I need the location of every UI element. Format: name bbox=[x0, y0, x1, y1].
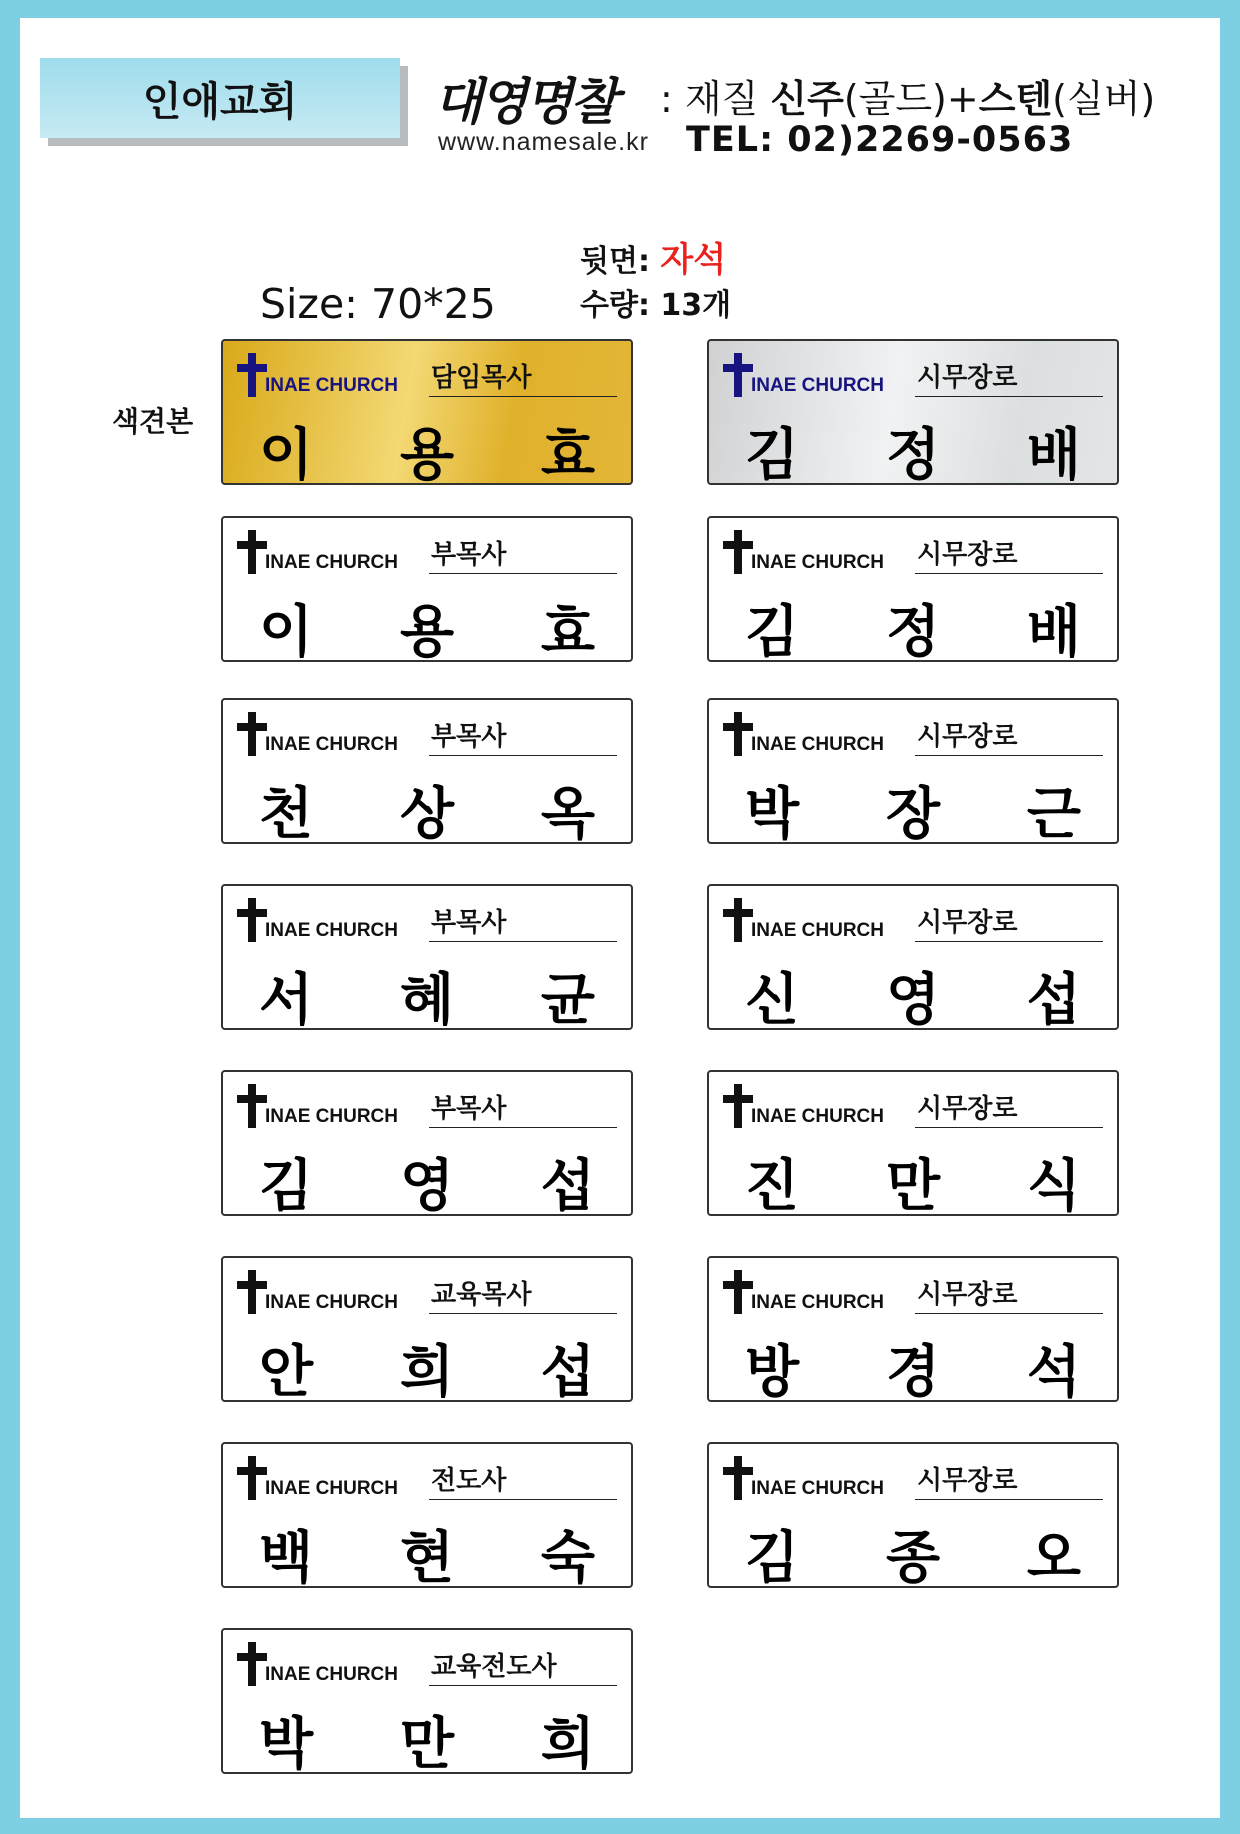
plate-name-char: 섭 bbox=[1026, 968, 1081, 1033]
plate-divider bbox=[915, 1499, 1103, 1500]
plate-role: 부목사 bbox=[431, 1094, 507, 1124]
plate-name-char: 희 bbox=[399, 1340, 455, 1405]
plate-name bbox=[259, 411, 595, 491]
plate-divider bbox=[429, 396, 617, 397]
cross-icon bbox=[237, 898, 267, 942]
plate-divider bbox=[429, 573, 617, 574]
plate-role: 부목사 bbox=[431, 540, 507, 570]
plate-divider bbox=[429, 1313, 617, 1314]
plate-name-char: 효 bbox=[540, 423, 595, 488]
plate-name-char: 숙 bbox=[540, 1526, 595, 1591]
plate-name-char: 배 bbox=[1026, 600, 1081, 665]
back-info bbox=[580, 238, 731, 328]
name-plate bbox=[221, 1256, 633, 1405]
plate-name-char: 장 bbox=[885, 782, 941, 847]
plate-name bbox=[259, 1328, 595, 1408]
plate-role: 시무장로 bbox=[917, 1094, 1018, 1124]
plate-name-char: 천 bbox=[259, 782, 314, 847]
plate-name-char: 서 bbox=[259, 968, 314, 1033]
name-plate bbox=[707, 339, 1119, 488]
phone-number: TEL: 02)2269-0563 bbox=[686, 120, 1074, 160]
plate-name-char: 옥 bbox=[540, 782, 595, 847]
plate-church-name: INAE CHURCH bbox=[265, 734, 398, 755]
plate-name bbox=[259, 1700, 595, 1780]
plate-name-char: 백 bbox=[259, 1526, 314, 1591]
plate-name-char: 배 bbox=[1026, 423, 1081, 488]
plate-church-name: INAE CHURCH bbox=[751, 552, 884, 573]
name-plate bbox=[221, 516, 633, 665]
plate-name bbox=[259, 956, 595, 1036]
plate-divider bbox=[915, 941, 1103, 942]
plate-name bbox=[745, 770, 1081, 850]
plate-name-char: 박 bbox=[259, 1712, 314, 1777]
plate-name bbox=[745, 1514, 1081, 1594]
plate-divider bbox=[915, 1127, 1103, 1128]
plate-name-char: 균 bbox=[540, 968, 595, 1033]
brand-logo: 대영명찰 bbox=[434, 72, 616, 131]
plate-name bbox=[259, 770, 595, 850]
name-plate bbox=[221, 1070, 633, 1219]
plate-church-name: INAE CHURCH bbox=[751, 1106, 884, 1127]
material-info bbox=[660, 68, 1155, 123]
plate-role: 시무장로 bbox=[917, 908, 1018, 938]
cross-icon bbox=[723, 353, 753, 397]
plate-name-char: 방 bbox=[745, 1340, 800, 1405]
material-gold-note: (골드)+ bbox=[843, 77, 979, 121]
plate-role: 시무장로 bbox=[917, 363, 1018, 393]
cross-icon bbox=[723, 1456, 753, 1500]
plate-role: 시무장로 bbox=[917, 1466, 1018, 1496]
cross-icon bbox=[237, 712, 267, 756]
plate-role: 시무장로 bbox=[917, 540, 1018, 570]
plate-name-char: 상 bbox=[399, 782, 455, 847]
proof-sheet bbox=[20, 18, 1220, 1818]
back-value: 자석 bbox=[660, 240, 727, 280]
swatch-label: 색견본 bbox=[112, 405, 194, 438]
name-plate bbox=[221, 1442, 633, 1591]
plate-role: 시무장로 bbox=[917, 722, 1018, 752]
church-title: 인애교회 bbox=[142, 78, 298, 125]
cross-icon bbox=[723, 1270, 753, 1314]
plate-name bbox=[259, 588, 595, 668]
plate-divider bbox=[429, 755, 617, 756]
back-label: 뒷면: bbox=[580, 244, 661, 279]
plate-name-char: 김 bbox=[745, 423, 800, 488]
quantity: 수량: 13개 bbox=[580, 288, 732, 323]
plate-role: 시무장로 bbox=[917, 1280, 1018, 1310]
plate-name-char: 박 bbox=[745, 782, 800, 847]
plate-divider bbox=[429, 1685, 617, 1686]
plate-church-name: INAE CHURCH bbox=[751, 920, 884, 941]
plate-role: 부목사 bbox=[431, 722, 507, 752]
plate-church-name: INAE CHURCH bbox=[265, 1664, 398, 1685]
cross-icon bbox=[237, 353, 267, 397]
material-prefix: : 재질 bbox=[660, 77, 771, 121]
plate-name-char: 근 bbox=[1026, 782, 1081, 847]
plate-church-name: INAE CHURCH bbox=[265, 1106, 398, 1127]
name-plate bbox=[707, 698, 1119, 847]
plate-name-char: 식 bbox=[1026, 1154, 1081, 1219]
plate-church-name: INAE CHURCH bbox=[751, 1478, 884, 1499]
plate-divider bbox=[429, 941, 617, 942]
plate-role: 교육전도사 bbox=[431, 1652, 557, 1682]
name-plate bbox=[707, 1442, 1119, 1591]
plate-name bbox=[745, 956, 1081, 1036]
plate-name-char: 만 bbox=[885, 1154, 941, 1219]
plate-name-char: 오 bbox=[1026, 1526, 1081, 1591]
plate-name-char: 종 bbox=[885, 1526, 941, 1591]
plate-name-char: 혜 bbox=[399, 968, 455, 1033]
cross-icon bbox=[723, 712, 753, 756]
cross-icon bbox=[237, 1456, 267, 1500]
plate-name bbox=[745, 1142, 1081, 1222]
plate-church-name: INAE CHURCH bbox=[265, 1292, 398, 1313]
church-title-box bbox=[40, 58, 400, 138]
plate-name-char: 현 bbox=[399, 1526, 455, 1591]
plate-church-name: INAE CHURCH bbox=[265, 920, 398, 941]
plate-name-char: 희 bbox=[540, 1712, 595, 1777]
plate-name-char: 이 bbox=[259, 600, 314, 665]
plate-role: 교육목사 bbox=[431, 1280, 532, 1310]
cross-icon bbox=[237, 1642, 267, 1686]
plate-role: 부목사 bbox=[431, 908, 507, 938]
plate-church-name: INAE CHURCH bbox=[751, 375, 884, 396]
plate-name-char: 용 bbox=[399, 423, 455, 488]
plate-name-char: 신 bbox=[745, 968, 800, 1033]
plate-name bbox=[259, 1142, 595, 1222]
name-plate bbox=[221, 884, 633, 1033]
plate-church-name: INAE CHURCH bbox=[751, 1292, 884, 1313]
plate-name-char: 정 bbox=[885, 423, 941, 488]
plate-name-char: 정 bbox=[885, 600, 941, 665]
plate-divider bbox=[429, 1127, 617, 1128]
plate-name-char: 만 bbox=[399, 1712, 455, 1777]
plate-divider bbox=[915, 755, 1103, 756]
name-plate bbox=[707, 1070, 1119, 1219]
plate-name-char: 진 bbox=[745, 1154, 800, 1219]
plate-role: 전도사 bbox=[431, 1466, 507, 1496]
cross-icon bbox=[237, 1270, 267, 1314]
plate-church-name: INAE CHURCH bbox=[265, 552, 398, 573]
plate-name-char: 영 bbox=[885, 968, 941, 1033]
plate-name-char: 김 bbox=[745, 1526, 800, 1591]
plate-name bbox=[745, 588, 1081, 668]
plate-church-name: INAE CHURCH bbox=[265, 1478, 398, 1499]
material-silver-note: (실버) bbox=[1052, 77, 1156, 121]
name-plate bbox=[707, 516, 1119, 665]
plate-name bbox=[745, 1328, 1081, 1408]
plate-divider bbox=[429, 1499, 617, 1500]
cross-icon bbox=[723, 898, 753, 942]
name-plate bbox=[221, 1628, 633, 1777]
name-plate bbox=[707, 1256, 1119, 1405]
cross-icon bbox=[237, 1084, 267, 1128]
cross-icon bbox=[237, 530, 267, 574]
name-plate bbox=[707, 884, 1119, 1033]
plate-name bbox=[745, 411, 1081, 491]
material-gold: 신주 bbox=[770, 77, 844, 121]
name-plate bbox=[221, 698, 633, 847]
plate-name-char: 용 bbox=[399, 600, 455, 665]
plate-name-char: 김 bbox=[745, 600, 800, 665]
plate-name-char: 석 bbox=[1026, 1340, 1081, 1405]
size-label: Size: 70*25 bbox=[260, 280, 496, 328]
plate-name-char: 안 bbox=[259, 1340, 314, 1405]
back-line bbox=[580, 238, 731, 284]
plate-divider bbox=[915, 396, 1103, 397]
material-silver: 스텐 bbox=[978, 77, 1053, 121]
plate-divider bbox=[915, 573, 1103, 574]
plate-name-char: 경 bbox=[885, 1340, 941, 1405]
cross-icon bbox=[723, 1084, 753, 1128]
plate-name-char: 섭 bbox=[540, 1154, 595, 1219]
plate-name-char: 김 bbox=[259, 1154, 314, 1219]
plate-church-name: INAE CHURCH bbox=[751, 734, 884, 755]
name-plate bbox=[221, 339, 633, 488]
cross-icon bbox=[723, 530, 753, 574]
plate-role: 담임목사 bbox=[431, 363, 532, 393]
plate-name bbox=[259, 1514, 595, 1594]
plate-name-char: 영 bbox=[399, 1154, 455, 1219]
brand-url: www.namesale.kr bbox=[438, 128, 649, 156]
plate-divider bbox=[915, 1313, 1103, 1314]
plate-name-char: 섭 bbox=[540, 1340, 595, 1405]
plate-name-char: 효 bbox=[540, 600, 595, 665]
plate-church-name: INAE CHURCH bbox=[265, 375, 398, 396]
plate-name-char: 이 bbox=[259, 423, 314, 488]
